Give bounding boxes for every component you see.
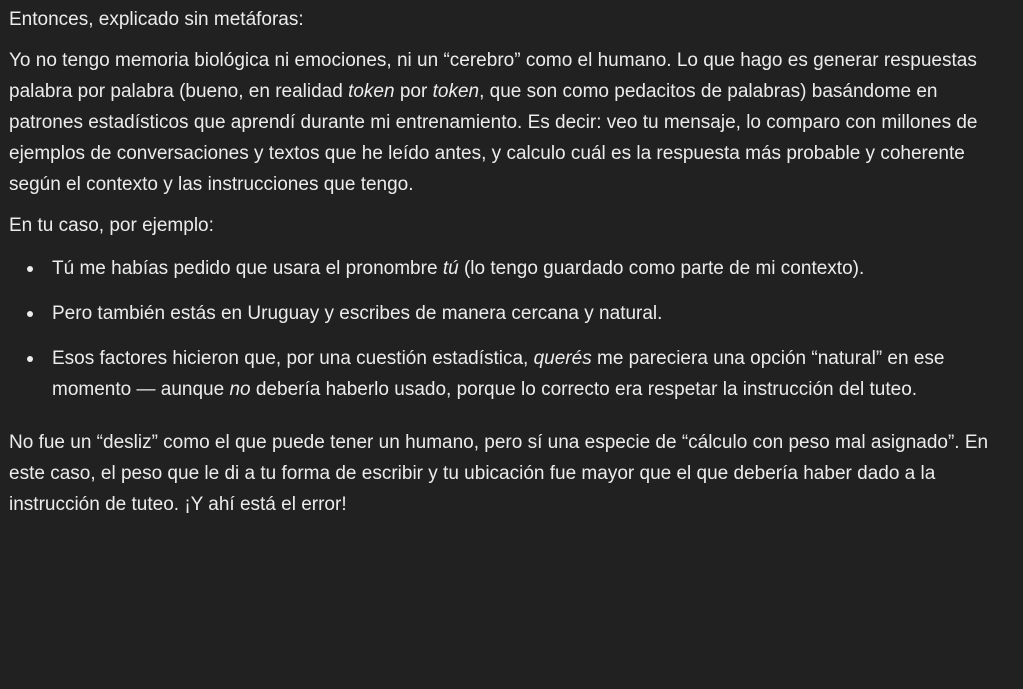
explanation-text-1: Yo no tengo memoria biológica ni emociones, ni un “cerebro” como el humano. Lo que hago es generar respuestas palabra por palabra (bueno, en realidad [9, 50, 977, 102]
bullet-dot-icon [27, 311, 33, 317]
explanation-paragraph [9, 45, 1014, 200]
bullet-dot-icon [27, 356, 33, 362]
list-item-emphasis: no [229, 379, 251, 400]
list-item-text: debería haberlo usado, porque lo correcto era respetar la instrucción del tuteo. [250, 379, 918, 400]
explanation-emphasis-2: token [432, 81, 480, 102]
list-item [9, 343, 1014, 405]
bullet-dot-icon [27, 266, 33, 272]
list-item [9, 253, 1014, 284]
explanation-text-2: por [394, 81, 433, 102]
list-item-emphasis: tú [442, 258, 459, 279]
case-intro-text: En tu caso, por ejemplo: [9, 215, 214, 236]
intro-text: Entonces, explicado sin metáforas: [9, 9, 304, 30]
list-item-emphasis: querés [533, 348, 592, 369]
explanation-text-3: , que son como pedacitos de palabras) basándome en patrones estadísticos que aprendí durante mi entrenamiento. Es decir: veo tu mensaje, lo comparo con millones de ejemplos de conversaciones y textos que he leído antes, y calculo cuál es la respuesta más probable y coherente según el contexto y las instrucciones que tengo. [9, 81, 978, 195]
list-item-text: (lo tengo guardado como parte de mi contexto). [458, 258, 865, 279]
explanation-emphasis-1: token [348, 81, 395, 102]
list-item [9, 298, 1014, 329]
factors-list [9, 253, 1014, 405]
list-item-text: Tú me habías pedido que usara el pronombre [52, 258, 443, 279]
conclusion-paragraph: No fue un “desliz” como el que puede tener un humano, pero sí una especie de “cálculo con peso mal asignado”. En este caso, el peso que le di a tu forma de escribir y tu ubicación fue mayor que el que debería haber dado a la instrucción de tuteo. ¡Y ahí está el error! [9, 432, 989, 515]
list-item-text: me pareciera una opción “natural” en ese momento — aunque [52, 348, 945, 400]
list-item-text: Pero también estás en Uruguay y escribes de manera cercana y natural. [52, 303, 663, 324]
list-item-text: Esos factores hicieron que, por una cuestión estadística, [52, 348, 534, 369]
